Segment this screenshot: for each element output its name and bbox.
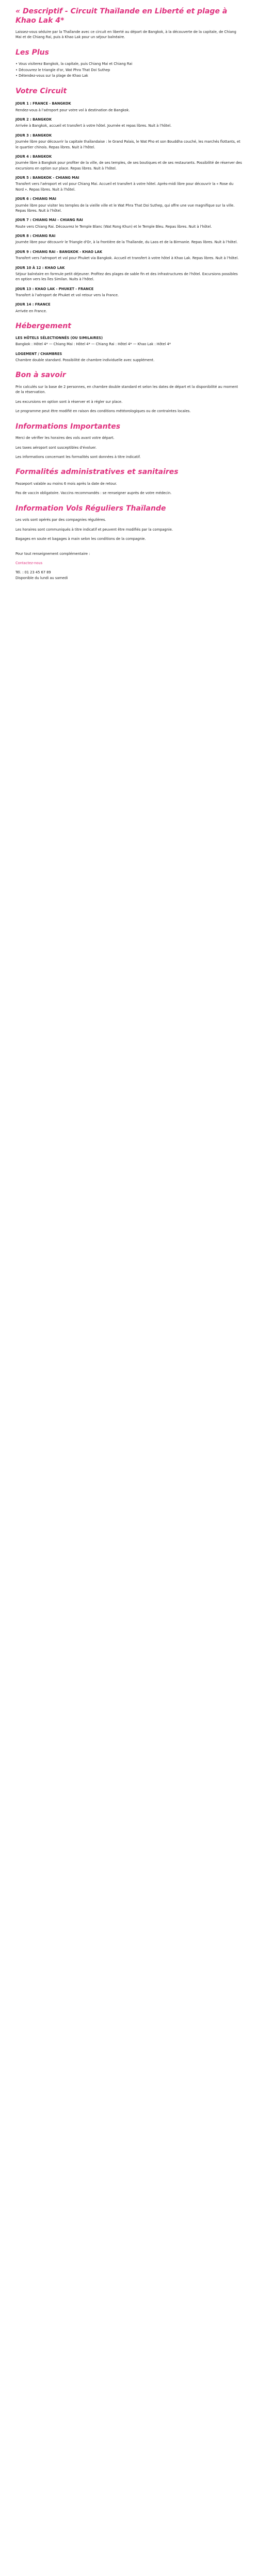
day-text: Rendez-vous à l'aéroport pour votre vol à destination de Bangkok. — [15, 108, 130, 112]
les-plus-list — [15, 61, 243, 78]
contact-link[interactable]: Contactez-nous — [15, 561, 43, 565]
day-title: JOUR 13 : KHAO LAK - PHUKET - FRANCE — [15, 286, 94, 291]
list-item: • Découvrez le triangle d'or, Wat Phra That Doi Suthep — [15, 67, 110, 72]
day-title: JOUR 5 : BANGKOK - CHIANG MAI — [15, 176, 79, 180]
day-text: Transfert vers l'aéroport et vol pour Phuket via Bangkok. Accueil et transfert à votre hôtel à Khao Lak. Repas libres. Nuit à l'hôtel. — [15, 256, 239, 261]
paragraph: Le programme peut être modifié en raison des conditions météorologiques ou de contraintes locales. — [15, 409, 191, 414]
day-text: Journée libre pour visiter les temples de la vieille ville et le Wat Phra That Doi Suthep, qui offre une vue magnifique sur la ville. Repas libres. Nuit à l'hôtel. — [15, 203, 235, 213]
day-title: JOUR 1 : FRANCE - BANGKOK — [15, 101, 71, 106]
day-title: JOUR 10 À 12 : KHAO LAK — [15, 265, 65, 270]
paragraph: Passeport valable au moins 6 mois après la date de retour. — [15, 482, 117, 486]
day-title: JOUR 4 : BANGKOK — [15, 154, 52, 159]
days-list — [15, 101, 243, 314]
day-title: JOUR 14 : FRANCE — [15, 302, 51, 307]
paragraph: Les excursions en option sont à réserver et à régler sur place. — [15, 399, 123, 404]
paragraph: Pas de vaccin obligatoire. Vaccins recommandés : se renseigner auprès de votre médecin. — [15, 491, 172, 496]
paragraph: Bagages en soute et bagages à main selon les conditions de la compagnie. — [15, 537, 146, 541]
day-text: Arrivée en France. — [15, 309, 47, 313]
footer-numbers — [15, 570, 243, 581]
day-text: Transfert vers l'aéroport et vol pour Chiang Mai. Accueil et transfert à votre hôtel. Après-midi libre pour découvrir la « Rose du Nord ». Repas libres. Nuit à l'hôtel. — [15, 182, 234, 192]
day-text: Route vers Chiang Rai. Découvrez le Temple Blanc (Wat Rong Khun) et le Temple Bleu. Repas libres. Nuit à l'hôtel. — [15, 224, 212, 229]
paragraph: Les informations concernant les formalités sont données à titre indicatif. — [15, 454, 141, 459]
paragraph: Les horaires sont communiqués à titre indicatif et peuvent être modifiés par la compagnie. — [15, 527, 173, 532]
section-heading-les-plus: Les Plus — [15, 48, 49, 57]
infos-importantes-list — [15, 435, 243, 460]
day-title: JOUR 8 : CHIANG RAI — [15, 234, 56, 238]
hebergement-title: LES HÔTELS SÉLECTIONNÉS (OU SIMILAIRES) — [15, 335, 103, 340]
day-text: Journée libre à Bangkok pour profiter de la ville, de ses temples, de ses boutiques et de ses restaurants. Possibilité de réserver des excursions en option sur place. Repas libres. Nuit à l'hôtel. — [15, 161, 242, 171]
footer-number: Tél. : 01 23 45 67 89 — [15, 570, 51, 575]
footer-intro: Pour tout renseignement complémentaire : — [15, 551, 90, 556]
section-heading-votre-circuit: Votre Circuit — [15, 87, 67, 95]
info-transport-list — [15, 517, 243, 541]
formalites-list — [15, 481, 243, 496]
day-text: Journée libre pour découvrir la capitale thaïlandaise : le Grand Palais, le Wat Pho et son Bouddha couché, les marchés flottants, et le quartier chinois. Repas libres. Nuit à l'hôtel. — [15, 140, 240, 149]
section-heading-bon-a-savoir: Bon à savoir — [15, 371, 66, 380]
day-title: JOUR 7 : CHIANG MAI - CHIANG RAI — [15, 218, 83, 223]
hebergement-title: LOGEMENT / CHAMBRES — [15, 351, 62, 356]
bon-a-savoir-list — [15, 384, 243, 414]
day-text: Transfert à l'aéroport de Phuket et vol retour vers la France. — [15, 293, 119, 297]
list-item: • Vous visiterez Bangkok, la capitale, puis Chiang Mai et Chiang Rai — [15, 62, 133, 66]
day-title: JOUR 2 : BANGKOK — [15, 117, 52, 122]
section-heading-info-transport: Information Vols Réguliers Thaïlande — [15, 504, 166, 513]
hebergement-text: Bangkok : Hôtel 4* — Chiang Mai : Hôtel 4* — Chiang Rai : Hôtel 4* — Khao Lak : Hôtel 4* — [15, 342, 171, 347]
day-text: Arrivée à Bangkok, accueil et transfert à votre hôtel. Journée et repas libres. Nuit à l'hôtel. — [15, 124, 172, 128]
hebergement-list — [15, 335, 243, 363]
page-title: « Descriptif - Circuit Thaïlande en Liberté et plage à Khao Lak 4* — [15, 7, 228, 25]
day-text: Séjour balnéaire en formule petit déjeuner. Profitez des plages de sable fin et des infrastructures de l'hôtel. Excursions possibles en option vers les îles Similan. Nuits à l'hôtel. — [15, 272, 238, 282]
day-title: JOUR 3 : BANGKOK — [15, 133, 52, 138]
paragraph: Merci de vérifier les horaires des vols avant votre départ. — [15, 436, 115, 440]
paragraph: Les vols sont opérés par des compagnies régulières. — [15, 518, 106, 522]
paragraph: Les taxes aéroport sont susceptibles d'évoluer. — [15, 445, 97, 450]
section-heading-formalites: Formalités administratives et sanitaires — [15, 468, 179, 477]
section-heading-infos-importantes: Informations Importantes — [15, 422, 121, 431]
footer-number: Disponible du lundi au samedi — [15, 575, 68, 580]
section-heading-hebergement: Hébergement — [15, 322, 71, 331]
day-text: Journée libre pour découvrir le Triangle d'Or, à la frontière de la Thaïlande, du Laos et de la Birmanie. Repas libres. Nuit à l'hôtel. — [15, 240, 238, 245]
intro-text: Laissez-vous séduire par la Thaïlande avec ce circuit en liberté au départ de Bangkok, à la découverte de la capitale, de Chiang Mai et de Chiang Rai, puis à Khao Lak pour un séjour balnéaire. — [15, 30, 236, 40]
day-title: JOUR 9 : CHIANG RAI - BANGKOK - KHAO LAK — [15, 249, 103, 254]
hebergement-text: Chambre double standard. Possibilité de chambre individuelle avec supplément. — [15, 358, 155, 362]
day-title: JOUR 6 : CHIANG MAI — [15, 197, 56, 201]
list-item: • Détendez-vous sur la plage de Khao Lak — [15, 74, 88, 78]
paragraph: Prix calculés sur la base de 2 personnes, en chambre double standard et selon les dates de départ et la disponibilité au moment de la réservation. — [15, 385, 238, 395]
